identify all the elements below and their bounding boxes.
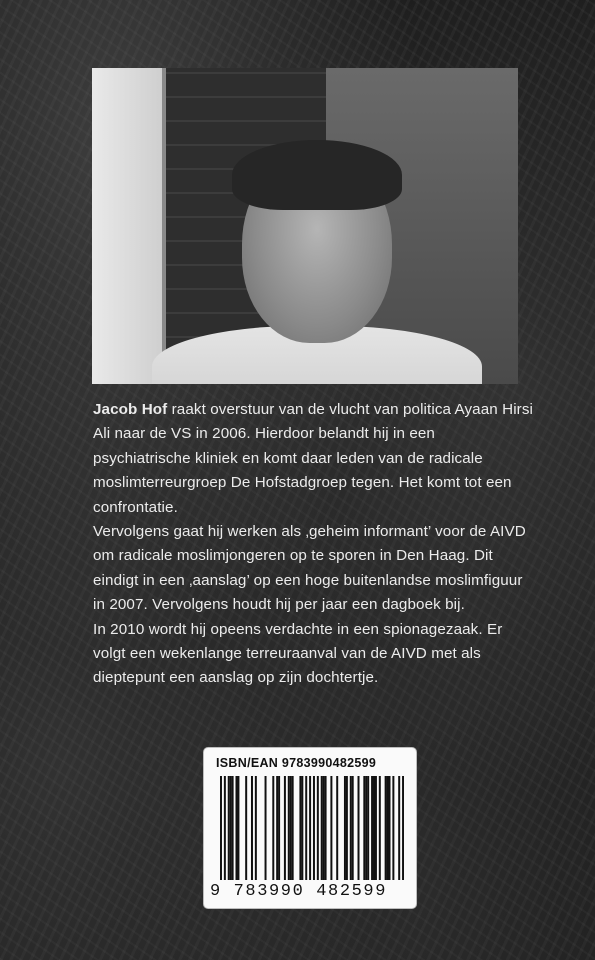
barcode-bar <box>305 776 307 880</box>
photo-door-frame <box>92 68 166 384</box>
barcode-bar <box>230 776 232 880</box>
author-photo <box>92 68 518 384</box>
barcode-bar <box>325 776 327 880</box>
barcode-bar <box>237 776 239 880</box>
barcode-bar <box>255 776 257 880</box>
barcode-bar <box>272 776 274 880</box>
barcode-bar <box>375 776 377 880</box>
blurb-paragraph-3: In 2010 wordt hij opeens verdachte in een spionagezaak. Er volgt een wekenlange terreuraanval van de AIVD met als dieptepunt een aanslag op zijn dochtertje. <box>93 620 503 687</box>
barcode-bar <box>278 776 280 880</box>
barcode-bar <box>367 776 369 880</box>
blurb-paragraph-2: Vervolgens gaat hij werken als ‚geheim informant’ voor de AIVD om radicale moslimjongeren op te sporen in Den Haag. Dit eindigt in een ‚aanslag’ op een hoge buitenlandse moslimfiguur in 2007. Vervolgens houdt hij per jaar een dagboek bij. <box>93 523 526 614</box>
barcode-bar <box>387 776 389 880</box>
barcode-bar <box>346 776 348 880</box>
barcode-bar <box>288 776 290 880</box>
barcode-bar <box>251 776 253 880</box>
barcode-bar <box>220 776 222 880</box>
barcode-bar <box>292 776 294 880</box>
barcode-bar <box>309 776 311 880</box>
barcode-bar <box>313 776 315 880</box>
barcode-bar <box>336 776 338 880</box>
barcode-bar <box>317 776 319 880</box>
barcode-bar <box>330 776 332 880</box>
barcode-bar <box>321 776 323 880</box>
barcode-bar <box>373 776 375 880</box>
barcode-bar <box>235 776 237 880</box>
barcode-bar <box>363 776 365 880</box>
barcode-bar <box>350 776 352 880</box>
barcode-bar <box>301 776 303 880</box>
barcode-bar <box>299 776 301 880</box>
barcode-bar <box>265 776 267 880</box>
barcode-bar <box>358 776 360 880</box>
barcode-bar <box>365 776 367 880</box>
barcode-bar <box>290 776 292 880</box>
barcode-bar <box>371 776 373 880</box>
barcode-bar <box>344 776 346 880</box>
barcode-bar <box>228 776 230 880</box>
barcode-bar <box>389 776 391 880</box>
isbn-barcode-sticker <box>204 748 416 908</box>
barcode-bar <box>245 776 247 880</box>
barcode-bars <box>220 776 404 880</box>
barcode-bar <box>323 776 325 880</box>
barcode-bar <box>224 776 226 880</box>
barcode-bar <box>284 776 286 880</box>
barcode-bar <box>385 776 387 880</box>
barcode-bar <box>232 776 234 880</box>
photo-hair <box>232 140 402 210</box>
barcode-bar <box>392 776 394 880</box>
isbn-digits: 9 783990 482599 <box>210 882 388 901</box>
blurb-paragraph-1 <box>93 398 533 520</box>
barcode-bar <box>379 776 381 880</box>
author-name: Jacob Hof <box>93 401 168 418</box>
barcode-bar <box>402 776 404 880</box>
isbn-label: ISBN/EAN 9783990482599 <box>216 756 377 770</box>
barcode-bar <box>276 776 278 880</box>
blurb-paragraph-1-text: raakt overstuur van de vlucht van politica Ayaan Hirsi Ali naar de VS in 2006. Hierdoor belandt hij in een psychiatrische kliniek en komt daar leden van de radicale moslimterreurgroep De Hofstadgroep tegen. Het komt tot een confrontatie. <box>93 401 534 516</box>
barcode-bar <box>352 776 354 880</box>
barcode-bar <box>398 776 400 880</box>
back-cover-blurb <box>93 398 533 691</box>
